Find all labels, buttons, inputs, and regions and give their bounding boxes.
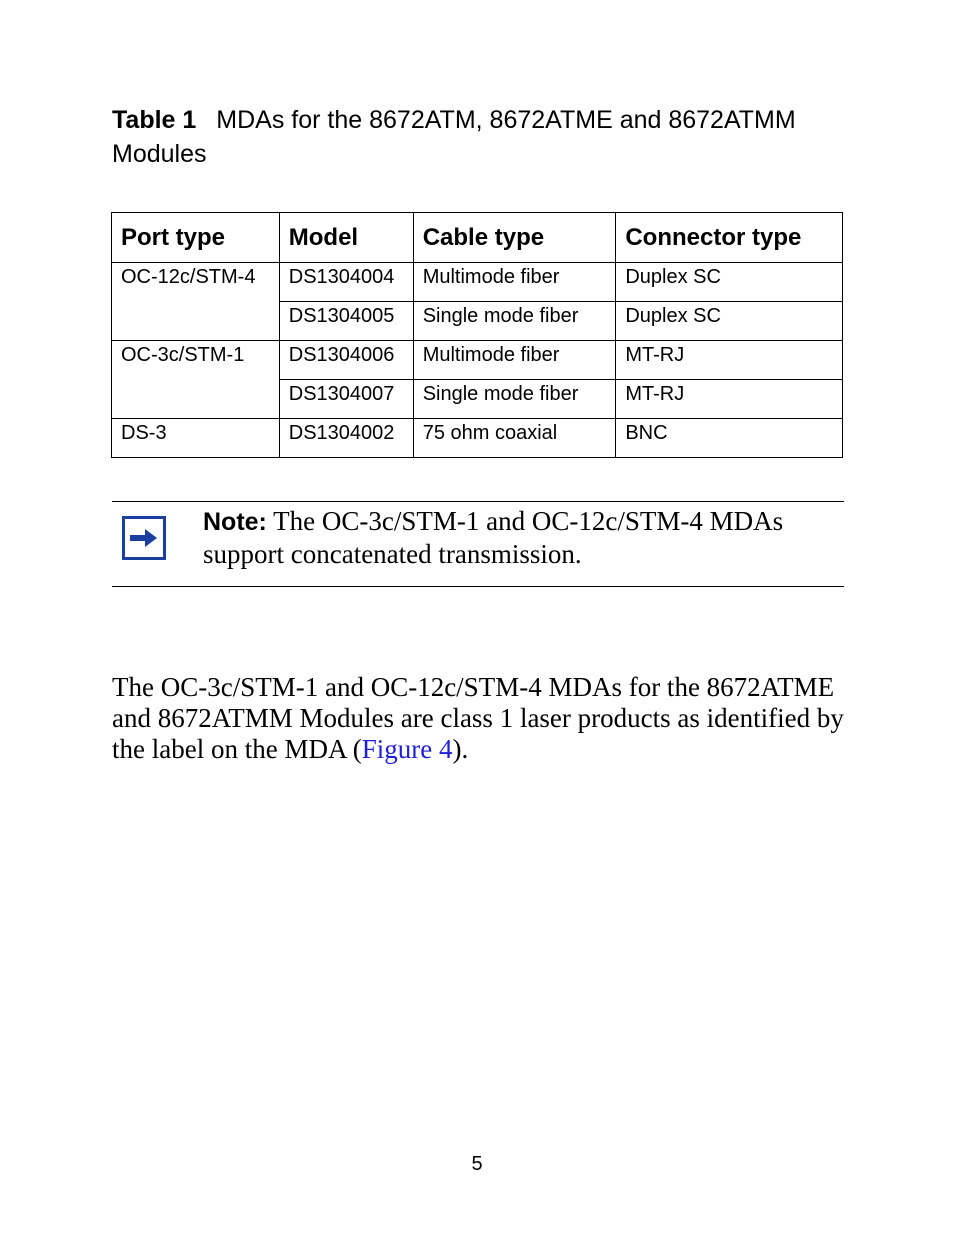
header-cable-type: Cable type — [413, 213, 616, 263]
model-cell: DS1304007 — [279, 380, 413, 419]
model-cell: DS1304005 — [279, 302, 413, 341]
model-cell: DS1304002 — [279, 419, 413, 458]
body-paragraph — [112, 672, 852, 765]
table-header-row — [112, 213, 843, 263]
header-port-type: Port type — [112, 213, 280, 263]
table-caption-label: Table 1 — [112, 106, 197, 134]
connector-type-cell: MT-RJ — [616, 341, 843, 380]
header-model: Model — [279, 213, 413, 263]
note-box — [112, 501, 844, 587]
connector-type-cell: BNC — [616, 419, 843, 458]
table-row — [112, 263, 843, 302]
header-connector-type: Connector type — [616, 213, 843, 263]
paragraph-text: The OC-3c/STM-1 and OC-12c/STM-4 MDAs for the 8672ATME and 8672ATMM Modules are class 1 laser products as identified by the label on the MDA ( — [112, 672, 844, 764]
mda-table — [111, 212, 843, 458]
port-type-cell: OC-3c/STM-1 — [112, 341, 280, 419]
cable-type-cell: Multimode fiber — [413, 263, 616, 302]
connector-type-cell: Duplex SC — [616, 263, 843, 302]
model-cell: DS1304006 — [279, 341, 413, 380]
connector-type-cell: MT-RJ — [616, 380, 843, 419]
arrow-right-icon — [122, 516, 166, 560]
model-cell: DS1304004 — [279, 263, 413, 302]
table-row — [112, 419, 843, 458]
figure-link[interactable]: Figure 4 — [361, 734, 453, 764]
connector-type-cell: Duplex SC — [616, 302, 843, 341]
page-number: 5 — [471, 1153, 483, 1175]
note-body: The OC-3c/STM-1 and OC-12c/STM-4 MDAs support concatenated transmission. — [203, 506, 784, 569]
port-type-cell: OC-12c/STM-4 — [112, 263, 280, 341]
note-text — [203, 505, 833, 570]
cable-type-cell: Single mode fiber — [413, 380, 616, 419]
cable-type-cell: Single mode fiber — [413, 302, 616, 341]
table-row — [112, 341, 843, 380]
paragraph-text-end: ). — [452, 734, 469, 764]
cable-type-cell: Multimode fiber — [413, 341, 616, 380]
port-type-cell: DS-3 — [112, 419, 280, 458]
table-caption — [112, 103, 852, 171]
table-caption-title: MDAs for the 8672ATM, 8672ATME and 8672ATMM Modules — [112, 106, 796, 168]
note-label: Note: — [203, 508, 267, 536]
cable-type-cell: 75 ohm coaxial — [413, 419, 616, 458]
